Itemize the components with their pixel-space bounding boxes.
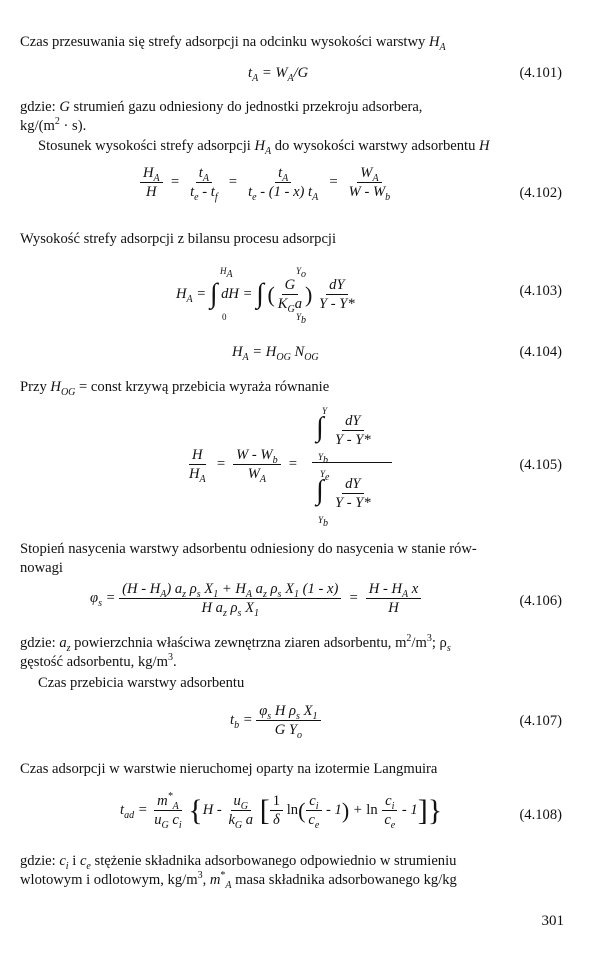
equation-4-107: $t_b$ = $\frac{\varphi_s H \rho_s X_1}{G Y_o}$: [230, 702, 321, 739]
equation-number-4-105: (4.105): [519, 457, 562, 473]
equation-4-106: $\varphi_s$ = $\frac{(H - H_A) a_z \rho_s X_1 + H_A a_z \rho_s X_1 (1 - x)}{H a_z \rho_s X_1}$ = $\frac{H - H_A x}{H}$: [90, 580, 421, 617]
equation-number-4-106: (4.106): [519, 593, 562, 609]
paragraph-breakthrough-time: Czas przebicia warstwy adsorbentu: [38, 675, 245, 691]
equation-4-108: $t_{ad}$ = $\frac{m^*_A}{u_G c_i}$ {H - $\frac{u_G}{k_G a}$ [ $\frac{1}{\delta}$ ln( $\frac{c_i}{c_e}$ - 1) + ln $\frac{c_i}{c_e}$ - 1]}: [120, 791, 443, 831]
page-number: 301: [541, 913, 564, 929]
paragraph-where-G: gdzie: G strumień gazu odniesiony do jednostki przekroju adsorbera, $kg/(m^2 \cdot s)$.: [20, 99, 423, 134]
equation-number-4-101: (4.101): [519, 65, 562, 81]
equation-4-102: $\frac{H_A}{H}$ = $\frac{t_A}{t_e - t_f}$ = $\frac{t_A}{t_e - (1 - x) t_A}$ = $\frac{W_A}{W - W_b}$: [140, 164, 393, 201]
equation-number-4-103: (4.103): [519, 283, 562, 299]
paragraph-zone-height: Wysokość strefy adsorpcji z bilansu procesu adsorpcji: [20, 231, 337, 247]
paragraph-breakthrough: Przy $H_{OG}$ = const krzywą przebicia wyraża równanie: [20, 379, 330, 398]
equation-4-104: $H_A = H_{OG}$ $N_{OG}$: [232, 344, 319, 363]
paragraph-ratio: Stosunek wysokości strefy adsorpcji $H_A$ do wysokości warstwy adsorbentu H: [38, 138, 490, 157]
equation-number-4-108: (4.108): [519, 807, 562, 823]
equation-number-4-102: (4.102): [519, 185, 562, 201]
equation-number-4-104: (4.104): [519, 344, 562, 360]
equation-4-105: $\frac{H}{H_A}$ = $\frac{W - W_b}{W_A}$ = Y ∫ $Y_b$ $\frac{dY}{Y - Y*}$ $Y_e$ ∫ $Y_b$ $\frac{dY}{Y - Y*}$: [186, 402, 406, 532]
equation-number-4-107: (4.107): [519, 713, 562, 729]
paragraph-saturation: Stopień nasycenia warstwy adsorbentu odniesiony do nasycenia w stanie rów- nowagi: [20, 541, 477, 576]
paragraph-where-az: gdzie: $a_z$ powierzchnia właściwa zewnętrzna ziaren adsorbentu, $m^2/m^3$; $\rho_s$ gęstość adsorbentu, $kg/m^3$.: [20, 633, 451, 670]
paragraph-where-ci: gdzie: $c_i$ i $c_e$ stężenie składnika adsorbowanego odpowiednio w strumieniu wlotowym i odlotowym, $kg/m^3$, $m^*_A$ masa składnika adsorbowanego kg/kg: [20, 853, 457, 891]
equation-4-101: $t_A = W_A/G$: [248, 65, 309, 84]
equation-4-103: $H_A$ 0 $Y_o$ $Y_b$ $H_A$ = ∫ dH = ∫ ( $\frac{G}{K_Ga}$ ) $\frac{dY}{Y - Y*}$: [176, 266, 355, 326]
paragraph-langmuir: Czas adsorpcji w warstwie nieruchomej oparty na izotermie Langmuira: [20, 761, 438, 777]
paragraph-intro: Czas przesuwania się strefy adsorpcji na odcinku wysokości warstwy $H_A$: [20, 34, 446, 53]
